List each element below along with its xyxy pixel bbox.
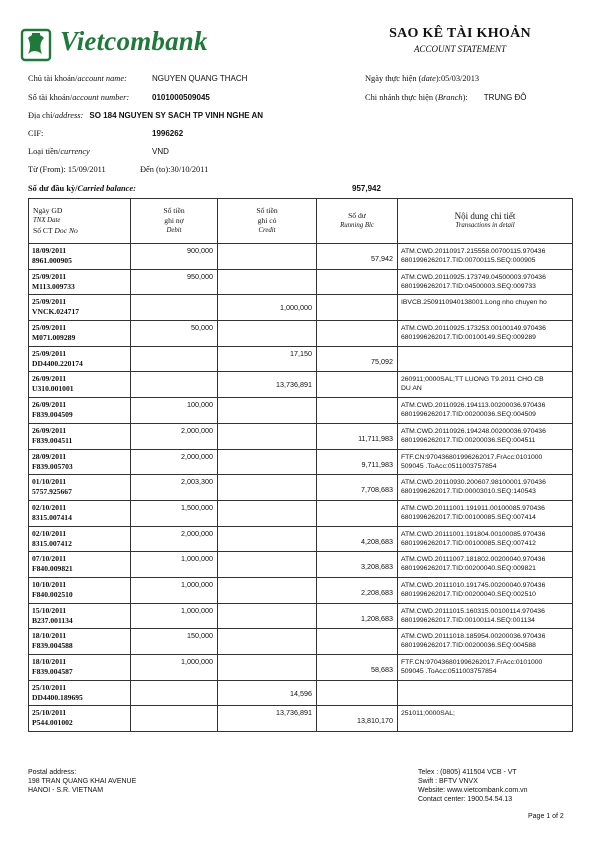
credit-cell [218, 269, 317, 295]
balance-cell: 7,708,683 [317, 475, 398, 501]
date-cell: 25/10/2011 P544.001002 [29, 706, 131, 732]
debit-cell [131, 346, 218, 372]
debit-cell: 1,000,000 [131, 552, 218, 578]
date-cell: 25/09/2011 VNCK.024717 [29, 295, 131, 321]
date-row: Ngày thực hiện (date):05/03/2013 [365, 74, 480, 83]
date-cell: 15/10/2011 B237.001134 [29, 603, 131, 629]
date-cell: 28/09/2011 F839.005703 [29, 449, 131, 475]
balance-cell [317, 372, 398, 398]
date-cell: 18/09/2011 8961.000905 [29, 244, 131, 270]
table-row [29, 269, 573, 295]
name-label: Chủ tài khoản/account name: [28, 74, 127, 83]
website: Website: www.vietcombank.com.vn [418, 787, 528, 794]
debit-cell: 50,000 [131, 321, 218, 347]
date-cell: 10/10/2011 F840.002510 [29, 577, 131, 603]
date-cell: 02/10/2011 8315.007412 [29, 526, 131, 552]
description-cell [398, 346, 573, 372]
period-from: Từ (From): 15/09/2011 [28, 165, 106, 174]
debit-cell: 1,000,000 [131, 655, 218, 681]
debit-cell: 2,003,300 [131, 475, 218, 501]
credit-cell [218, 655, 317, 681]
description-cell: FTF.CN:970436801996262017.FrAcc:0101000 509045 .ToAcc:0511003757854 [398, 655, 573, 681]
header-description: Nội dung chi tiết Transactions in detail [398, 199, 573, 244]
credit-cell [218, 321, 317, 347]
description-cell: IBVCB.2509110940138001.Long nho chuyen ho [398, 295, 573, 321]
vietcombank-logo-icon [20, 24, 54, 64]
description-cell: 260911;0000SAL;TT LUONG T9.2011 CHO CB DU AN [398, 372, 573, 398]
description-cell: ATM.CWD.20111001.191911.00100085.970436 6801996262017.TID:00100085.SEQ:007414 [398, 500, 573, 526]
debit-cell [131, 295, 218, 321]
postal-address [28, 768, 136, 795]
debit-cell: 1,000,000 [131, 577, 218, 603]
postal-line2: HANOI - S.R. VIETNAM [28, 787, 104, 794]
balance-cell [317, 680, 398, 706]
credit-cell [218, 244, 317, 270]
table-row [29, 680, 573, 706]
description-cell: 251011;0000SAL; [398, 706, 573, 732]
contact-center: Contact center: 1900.54.54.13 [418, 796, 513, 803]
branch-value: TRUNG ĐÔ [483, 93, 527, 102]
table-row [29, 321, 573, 347]
currency-value: VND [152, 147, 169, 156]
table-row [29, 398, 573, 424]
table-row [29, 372, 573, 398]
balance-cell [317, 269, 398, 295]
debit-cell [131, 706, 218, 732]
table-row [29, 526, 573, 552]
table-row [29, 655, 573, 681]
debit-cell: 2,000,000 [131, 449, 218, 475]
table-row [29, 244, 573, 270]
header-date: Ngày GD TNX Date Số CT Doc No [29, 199, 131, 244]
balance-cell [317, 321, 398, 347]
credit-cell [218, 449, 317, 475]
table-header-row [29, 199, 573, 244]
description-cell: ATM.CWD.20111010.191745.00200040.970436 6801996262017.TID:00200040.SEQ:002510 [398, 577, 573, 603]
header-balance: Số dư Running Blc [317, 199, 398, 244]
postal-line1: 198 TRAN QUANG KHAI AVENUE [28, 778, 137, 785]
cif-value: 1996262 [152, 129, 184, 138]
title-en: ACCOUNT STATEMENT [413, 44, 507, 54]
name-value: NGUYEN QUANG THACH [152, 74, 248, 83]
currency-label: Loại tiền/currency [28, 147, 90, 156]
table-row [29, 706, 573, 732]
credit-cell [218, 552, 317, 578]
description-cell: ATM.CWD.20110926.194248.00200036.970436 6801996262017.TID:00200036.SEQ:004511 [398, 423, 573, 449]
number-label: Số tài khoản/account number: [28, 93, 130, 102]
balance-cell: 4,208,683 [317, 526, 398, 552]
date-cell: 25/10/2011 DD4400.189695 [29, 680, 131, 706]
date-cell: 26/09/2011 F839.004509 [29, 398, 131, 424]
debit-cell [131, 680, 218, 706]
description-cell: ATM.CWD.20111018.185954.00200036.970436 6801996262017.TID:00200036.SEQ:004588 [398, 629, 573, 655]
date-cell: 18/10/2011 F839.004588 [29, 629, 131, 655]
date-cell: 02/10/2011 8315.007414 [29, 500, 131, 526]
balance-cell: 3,208,683 [317, 552, 398, 578]
credit-cell: 1,000,000 [218, 295, 317, 321]
balance-cell: 9,711,983 [317, 449, 398, 475]
credit-cell [218, 423, 317, 449]
debit-cell: 2,000,000 [131, 423, 218, 449]
debit-cell: 900,000 [131, 244, 218, 270]
telex: Telex : (0805) 411504 VCB - VT [418, 769, 517, 776]
debit-cell: 950,000 [131, 269, 218, 295]
table-row [29, 423, 573, 449]
description-cell [398, 680, 573, 706]
debit-cell: 2,000,000 [131, 526, 218, 552]
number-value: 0101000509045 [152, 93, 210, 102]
header-debit: Số tiền ghi nợ Debit [131, 199, 218, 244]
credit-cell: 17,150 [218, 346, 317, 372]
page-number: Page 1 of 2 [528, 813, 564, 820]
branch-row: Chi nhánh thực hiện (Branch): TRUNG ĐÔ [365, 93, 527, 102]
debit-cell [131, 372, 218, 398]
table-row [29, 346, 573, 372]
address-value: SO 184 NGUYEN SY SACH TP VINH NGHE AN [89, 111, 264, 120]
credit-cell: 14,596 [218, 680, 317, 706]
carried-balance-value: 957,942 [352, 184, 381, 193]
table-row [29, 552, 573, 578]
title-vi: SAO KÊ TÀI KHOẢN [389, 26, 531, 41]
description-cell: FTF.CN:970436801996262017.FrAcc:0101000 509045 .ToAcc:0511003757854 [398, 449, 573, 475]
date-cell: 25/09/2011 DD4400.220174 [29, 346, 131, 372]
description-cell: ATM.CWD.20111001.191804.00100085.970436 6801996262017.TID:00100085.SEQ:007412 [398, 526, 573, 552]
credit-cell [218, 475, 317, 501]
postal-label: Postal address: [28, 769, 77, 776]
description-cell: ATM.CWD.20110925.173749.04500003.970436 6801996262017.TID:04500003.SEQ:009733 [398, 269, 573, 295]
balance-cell: 13,810,170 [317, 706, 398, 732]
balance-cell: 75,092 [317, 346, 398, 372]
credit-cell [218, 577, 317, 603]
balance-cell [317, 295, 398, 321]
description-cell: ATM.CWD.20111007.181802.00200040.970436 6801996262017.TID:00200040.SEQ:009821 [398, 552, 573, 578]
date-cell: 07/10/2011 F840.009821 [29, 552, 131, 578]
statement-title [360, 26, 560, 54]
credit-cell [218, 398, 317, 424]
balance-cell [317, 398, 398, 424]
date-cell: 26/09/2011 U310.001001 [29, 372, 131, 398]
date-cell: 18/10/2011 F839.004587 [29, 655, 131, 681]
table-row [29, 295, 573, 321]
balance-cell: 11,711,983 [317, 423, 398, 449]
header-credit: Số tiền ghi có Credit [218, 199, 317, 244]
balance-cell: 57,942 [317, 244, 398, 270]
table-row [29, 475, 573, 501]
credit-cell [218, 526, 317, 552]
credit-cell [218, 500, 317, 526]
transactions-table [28, 198, 573, 732]
credit-cell: 13,736,891 [218, 372, 317, 398]
balance-cell [317, 629, 398, 655]
description-cell: ATM.CWD.20110930.200607.98100001.970436 6801996262017.TID:00003010.SEQ:140543 [398, 475, 573, 501]
debit-cell: 100,000 [131, 398, 218, 424]
balance-cell: 1,208,683 [317, 603, 398, 629]
table-row [29, 449, 573, 475]
table-row [29, 629, 573, 655]
bank-name: Vietcombank [60, 26, 208, 56]
table-row [29, 577, 573, 603]
date-cell: 26/09/2011 F839.004511 [29, 423, 131, 449]
contact-info [418, 768, 528, 804]
carried-balance-label: Số dư đầu kỳ/Carried balance: [28, 184, 136, 193]
table-row [29, 500, 573, 526]
cif-label: CIF: [28, 129, 44, 138]
period-to: Đến (to):30/10/2011 [140, 165, 209, 174]
credit-cell [218, 603, 317, 629]
bank-logo [20, 22, 250, 68]
debit-cell: 1,500,000 [131, 500, 218, 526]
address-row: Địa chỉ/address: SO 184 NGUYEN SY SACH TP VINH NGHE AN [28, 111, 264, 120]
description-cell: ATM.CWD.20111015.160315.00100114.970436 6801996262017.TID:00100114.SEQ:001134 [398, 603, 573, 629]
date-cell: 25/09/2011 M113.009733 [29, 269, 131, 295]
date-cell: 01/10/2011 5757.925667 [29, 475, 131, 501]
table-row [29, 603, 573, 629]
debit-cell: 1,000,000 [131, 603, 218, 629]
swift: Swift : BFTV VNVX [418, 778, 478, 785]
debit-cell: 150,000 [131, 629, 218, 655]
credit-cell [218, 629, 317, 655]
description-cell: ATM.CWD.20110917.215558.00700115.970436 6801996262017.TID:00700115.SEQ:000905 [398, 244, 573, 270]
balance-cell: 2,208,683 [317, 577, 398, 603]
date-cell: 25/09/2011 M071.009289 [29, 321, 131, 347]
balance-cell [317, 500, 398, 526]
balance-cell: 58,683 [317, 655, 398, 681]
description-cell: ATM.CWD.20110926.194113.00200036.970436 6801996262017.TID:00200036.SEQ:004509 [398, 398, 573, 424]
description-cell: ATM.CWD.20110925.173253.00100149.970436 6801996262017.TID:00100149.SEQ:009289 [398, 321, 573, 347]
credit-cell: 13,736,891 [218, 706, 317, 732]
